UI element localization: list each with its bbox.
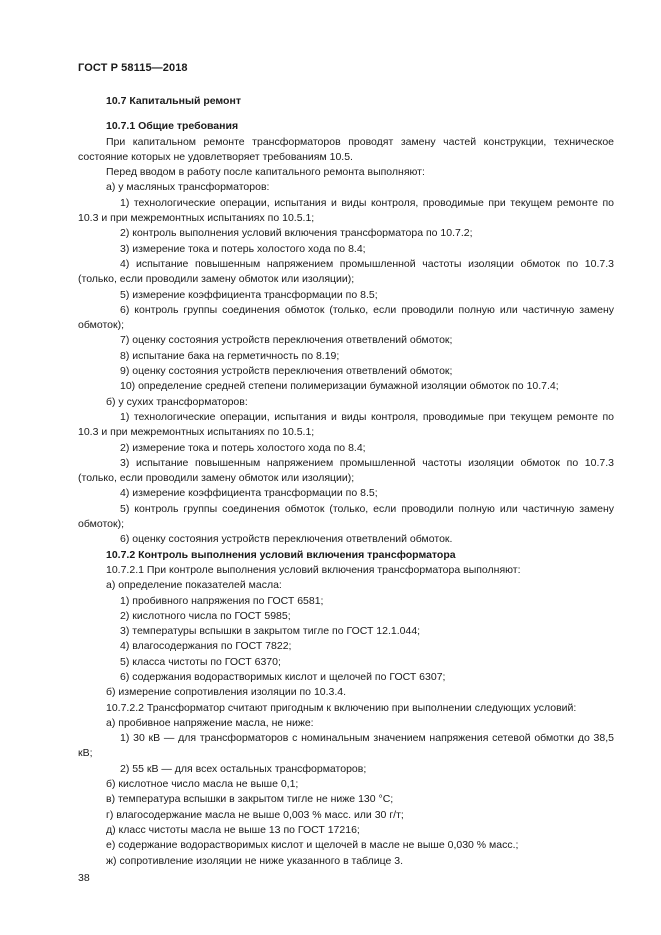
paragraph: 3) измерение тока и потерь холостого хода по 8.4; bbox=[120, 242, 366, 255]
paragraph: 4) измерение коэффициента трансформации по 8.5; bbox=[120, 487, 378, 500]
paragraph: 5) класса чистоты по ГОСТ 6370; bbox=[120, 655, 281, 668]
paragraph: б) кислотное число масла не выше 0,1; bbox=[106, 778, 299, 791]
paragraph: 1) пробивного напряжения по ГОСТ 6581; bbox=[120, 594, 324, 607]
paragraph: 6) контроль группы соединения обмоток (только, если проводили полную или частичную замену обмоток); bbox=[78, 303, 614, 332]
paragraph: 4) испытание повышенным напряжением промышленной частоты изоляции обмоток по 10.7.3 (только, если проводили замену обмоток или изоляции); bbox=[78, 257, 614, 286]
paragraph: 10) определение средней степени полимеризации бумажной изоляции обмоток по 10.7.4; bbox=[120, 380, 559, 393]
paragraph: д) класс чистоты масла не выше 13 по ГОСТ 17216; bbox=[106, 823, 360, 836]
paragraph: б) у сухих трансформаторов: bbox=[106, 395, 248, 408]
paragraph: е) содержание водорастворимых кислот и щелочей в масле не выше 0,030 % масс.; bbox=[106, 839, 519, 852]
paragraph: 2) 55 кВ — для всех остальных трансформаторов; bbox=[120, 762, 367, 775]
paragraph: 10.7.2.1 При контроле выполнения условий включения трансформатора выполняют: bbox=[106, 563, 521, 576]
paragraph: 6) оценку состояния устройств переключения ответвлений обмоток. bbox=[120, 533, 453, 546]
paragraph: 3) испытание повышенным напряжением промышленной частоты изоляции обмоток по 10.7.3 (только, если проводили замену обмоток или изоляции); bbox=[78, 456, 614, 485]
paragraph: г) влагосодержание масла не выше 0,003 % масс. или 30 г/т; bbox=[106, 808, 404, 821]
paragraph: 2) измерение тока и потерь холостого хода по 8.4; bbox=[120, 441, 366, 454]
subsection-heading: 10.7.1 Общие требования bbox=[106, 120, 239, 133]
paragraph: При капитальном ремонте трансформаторов проводят замену частей конструкции, техническое состояние которых не удовлетворяет требованиям 10.5. bbox=[78, 135, 614, 163]
paragraph: 7) оценку состояния устройств переключения ответвлений обмоток; bbox=[120, 334, 453, 347]
paragraph: ж) сопротивление изоляции не ниже указанного в таблице 3. bbox=[106, 854, 404, 867]
section-title: 10.7 Капитальный ремонт bbox=[106, 95, 241, 107]
paragraph: 4) влагосодержания по ГОСТ 7822; bbox=[120, 640, 292, 653]
document-header: ГОСТ Р 58115—2018 bbox=[78, 62, 188, 74]
paragraph: б) измерение сопротивления изоляции по 10.3.4. bbox=[106, 686, 347, 699]
paragraph: 2) контроль выполнения условий включения трансформатора по 10.7.2; bbox=[120, 227, 473, 240]
paragraph: 8) испытание бака на герметичность по 8.19; bbox=[120, 349, 340, 362]
page-number: 38 bbox=[78, 872, 90, 884]
paragraph: 1) технологические операции, испытания и виды контроля, проводимые при текущем ремонте по 10.3 и при межремонтных испытаниях по 10.5.1; bbox=[78, 196, 614, 225]
paragraph: 9) оценку состояния устройств переключения ответвлений обмоток; bbox=[120, 365, 453, 378]
subsection-heading: 10.7.2 Контроль выполнения условий включения трансформатора bbox=[106, 548, 456, 561]
paragraph: в) температура вспышки в закрытом тигле не ниже 130 °С; bbox=[106, 793, 394, 806]
paragraph: 10.7.2.2 Трансформатор считают пригодным к включению при выполнении следующих условий: bbox=[106, 701, 577, 714]
paragraph: 5) контроль группы соединения обмоток (только, если проводили полную или частичную замену обмоток); bbox=[78, 502, 614, 531]
paragraph: 1) 30 кВ — для трансформаторов с номинальным значением напряжения сетевой обмотки до 38,5 кВ; bbox=[78, 732, 614, 760]
paragraph: 3) температуры вспышки в закрытом тигле по ГОСТ 12.1.044; bbox=[120, 625, 421, 638]
paragraph-list bbox=[78, 119, 614, 869]
paragraph: 6) содержания водорастворимых кислот и щелочей по ГОСТ 6307; bbox=[120, 670, 446, 683]
paragraph: 5) измерение коэффициента трансформации по 8.5; bbox=[120, 288, 378, 301]
paragraph: 2) кислотного числа по ГОСТ 5985; bbox=[120, 609, 291, 622]
paragraph: а) пробивное напряжение масла, не ниже: bbox=[106, 716, 314, 729]
paragraph: а) определение показателей масла: bbox=[106, 579, 282, 592]
paragraph: 1) технологические операции, испытания и виды контроля, проводимые при текущем ремонте по 10.3 и при межремонтных испытаниях по 10.5.1; bbox=[78, 410, 614, 439]
page-content bbox=[78, 94, 614, 869]
paragraph: Перед вводом в работу после капитального ремонта выполняют: bbox=[106, 166, 425, 179]
paragraph: а) у масляных трансформаторов: bbox=[106, 181, 270, 194]
